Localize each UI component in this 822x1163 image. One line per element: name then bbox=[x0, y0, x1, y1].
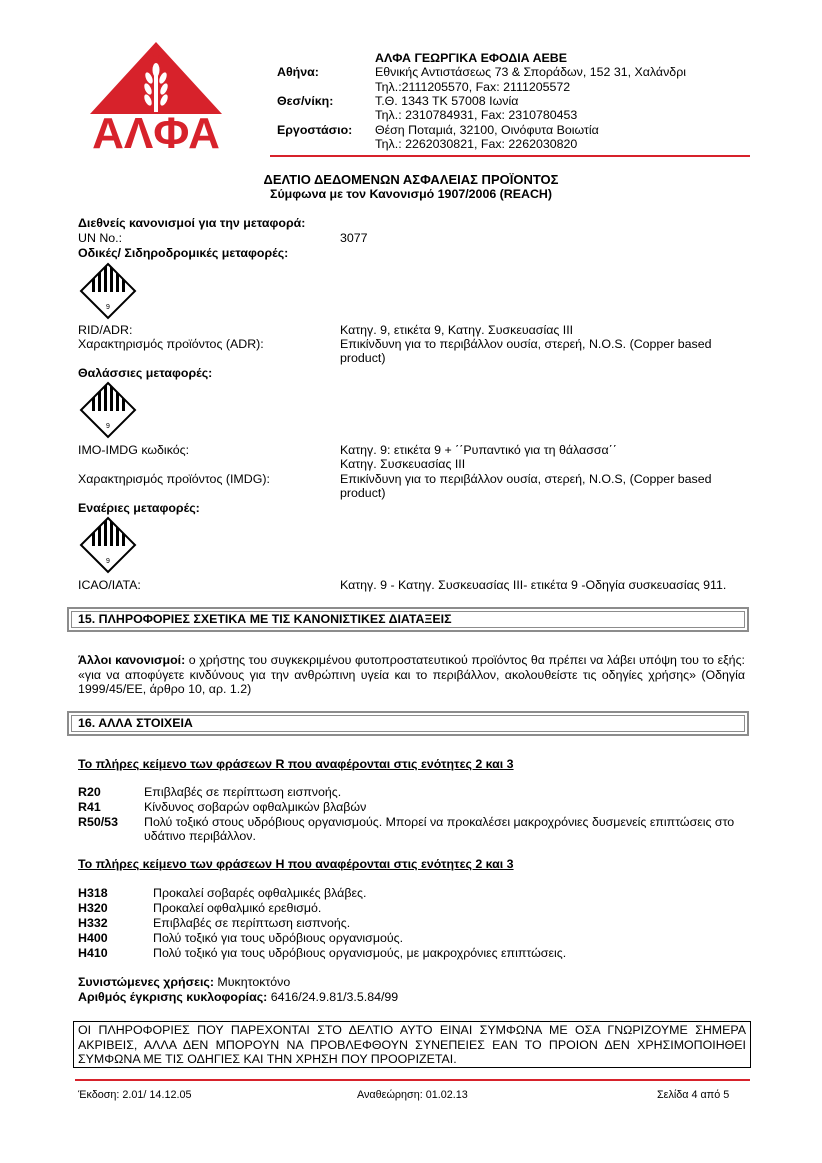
imdg-description-value-line-2: product) bbox=[340, 486, 386, 500]
approval-number bbox=[78, 990, 398, 1004]
rid-adr-label: RID/ADR: bbox=[78, 323, 133, 337]
branch-thessaloniki-line-2: Τηλ.: 2310784931, Fax: 2310780453 bbox=[375, 108, 578, 122]
class-9-hazard-diamond-icon bbox=[78, 261, 138, 321]
section-16-title: 16. ΑΛΛΑ ΣΤΟΙΧΕΙΑ bbox=[78, 716, 193, 730]
other-regulations-paragraph bbox=[78, 653, 745, 697]
r-phrase-code: R41 bbox=[78, 800, 101, 814]
document-title: ΔΕΛΤΙΟ ΔΕΔΟΜΕΝΩΝ ΑΣΦΑΛΕΙΑΣ ΠΡΟΪΟΝΤΟΣ bbox=[263, 172, 559, 187]
header-red-rule bbox=[270, 155, 750, 157]
hazard-label-number: 9 bbox=[106, 423, 110, 430]
r-phrase-text-continued: υδάτινο περιβάλλον. bbox=[144, 829, 256, 843]
h-phrase-text: Πολύ τοξικό για τους υδρόβιους οργανισμούς, με μακροχρόνιες επιπτώσεις. bbox=[153, 946, 567, 960]
h-phrase-code: H332 bbox=[78, 916, 108, 930]
h-phrase-text: Προκαλεί σοβαρές οφθαλμικές βλάβες. bbox=[153, 886, 367, 900]
recommended-uses bbox=[78, 975, 290, 989]
imdg-description-label: Χαρακτηρισμός προϊόντος (IMDG): bbox=[78, 472, 270, 486]
h-phrase-code: H318 bbox=[78, 886, 108, 900]
imo-imdg-value-line-1: Κατηγ. 9: ετικέτα 9 + ΄΄Ρυπαντικό για τη θάλασσα΄΄ bbox=[340, 443, 617, 457]
h-phrase-code: H320 bbox=[78, 901, 108, 915]
adr-description-value-line-2: product) bbox=[340, 351, 386, 365]
h-phrase-text: Προκαλεί οφθαλμικό ερεθισμό. bbox=[153, 901, 322, 915]
hazard-label-number: 9 bbox=[106, 558, 110, 565]
class-9-hazard-diamond-icon bbox=[78, 515, 138, 575]
sea-transport-heading: Θαλάσσιες μεταφορές: bbox=[78, 366, 213, 380]
logo-text: ΑΛΦΑ bbox=[92, 109, 220, 152]
rid-adr-value: Κατηγ. 9, ετικέτα 9, Κατηγ. Συσκευασίας III bbox=[340, 323, 574, 337]
company-logo bbox=[88, 40, 224, 152]
branch-athens-line-2: Τηλ.:2111205570, Fax: 2111205572 bbox=[375, 80, 571, 94]
company-name: ΑΛΦΑ ΓΕΩΡΓΙΚΑ ΕΦΟΔΙΑ ΑΕΒΕ bbox=[375, 51, 568, 65]
other-regulations-lead: Άλλοι κανονισμοί: bbox=[78, 653, 186, 667]
branch-label-athens: Αθήνα: bbox=[277, 65, 319, 79]
footer-revision: Αναθεώρηση: 01.02.13 bbox=[357, 1089, 468, 1101]
imo-imdg-value-line-2: Κατηγ. Συσκευασίας III bbox=[340, 457, 466, 471]
recommended-uses-label: Συνιστώμενες χρήσεις: bbox=[78, 975, 214, 989]
transport-heading: Διεθνείς κανονισμοί για την μεταφορά: bbox=[78, 216, 306, 230]
r-phrase-text: Πολύ τοξικό στους υδρόβιους οργανισμούς. Μπορεί να προκαλέσει μακροχρόνιες δυσμενείς επιπτώσεις στο bbox=[144, 815, 735, 829]
branch-thessaloniki-line-1: Τ.Θ. 1343 ΤΚ 57008 Ιωνία bbox=[375, 94, 519, 108]
road-transport-heading: Οδικές/ Σιδηροδρομικές μεταφορές: bbox=[78, 246, 289, 260]
branch-label-thessaloniki: Θεσ/νίκη: bbox=[277, 94, 334, 108]
r-phrase-text: Κίνδυνος σοβαρών οφθαλμικών βλαβών bbox=[144, 800, 367, 814]
imo-imdg-label: IMO-IMDG κωδικός: bbox=[78, 443, 190, 457]
r-phrase-text: Επιβλαβές σε περίπτωση εισπνοής. bbox=[144, 785, 342, 799]
disclaimer-box: ΟΙ ΠΛΗΡΟΦΟΡΙΕΣ ΠΟΥ ΠΑΡΕΧΟΝΤΑΙ ΣΤΟ ΔΕΛΤΙΟ ΑΥΤΟ ΕΙΝΑΙ ΣΥΜΦΩΝΑ ΜΕ ΟΣΑ ΓΝΩΡΙΖΟΥΜΕ ΣΗΜΕΡΑ ΑΚΡΙΒΕΙΣ, ΑΛΛΑ ΔΕΝ ΜΠΟΡΟΥΝ ΝΑ ΠΡΟΒΛΕΦΘΟΥΝ ΣΥΝΕΠΕΙΕΣ ΕΑΝ ΤΟ ΠΡΟΙΟΝ ΔΕΝ ΧΡΗΣΙΜΟΠΟΙΗΘΕΙ ΣΥΜΦΩΝΑ ΜΕ ΤΙΣ ΟΔΗΓΙΕΣ ΚΑΙ ΤΗΝ ΧΡΗΣΗ ΠΟΥ ΠΡΟΟΡΙΖΕΤΑΙ. bbox=[73, 1021, 751, 1068]
footer-page-number: Σελίδα 4 από 5 bbox=[657, 1089, 730, 1101]
hazard-label-number: 9 bbox=[106, 304, 110, 311]
branch-factory-line-1: Θέση Ποταμιά, 32100, Οινόφυτα Βοιωτία bbox=[375, 123, 599, 137]
section-15-header bbox=[67, 607, 749, 632]
adr-description-label: Χαρακτηρισμός προϊόντος (ADR): bbox=[78, 337, 264, 351]
h-phrase-code: H410 bbox=[78, 946, 108, 960]
section-16-header bbox=[67, 711, 749, 736]
h-phrase-code: H400 bbox=[78, 931, 108, 945]
document-subtitle: Σύμφωνα με τον Κανονισμό 1907/2006 (REACH) bbox=[270, 187, 552, 201]
r-phrase-code: R50/53 bbox=[78, 815, 118, 829]
imdg-description-value-line-1: Επικίνδυνη για το περιβάλλον ουσία, στερεή, N.O.S, (Copper based bbox=[340, 472, 712, 486]
h-phrase-text: Πολύ τοξικό για τους υδρόβιους οργανισμούς. bbox=[153, 931, 404, 945]
un-number-label: UN No.: bbox=[78, 231, 123, 245]
r-phrase-code: R20 bbox=[78, 785, 101, 799]
air-transport-heading: Εναέριες μεταφορές: bbox=[78, 501, 200, 515]
h-phrases-heading: Το πλήρες κείμενο των φράσεων Η που αναφέρονται στις ενότητες 2 και 3 bbox=[78, 857, 514, 871]
r-phrases-heading: Το πλήρες κείμενο των φράσεων R που αναφέρονται στις ενότητες 2 και 3 bbox=[78, 757, 514, 771]
class-9-hazard-diamond-icon bbox=[78, 380, 138, 440]
approval-number-label: Αριθμός έγκρισης κυκλοφορίας: bbox=[78, 990, 268, 1004]
branch-label-factory: Εργοστάσιο: bbox=[277, 123, 353, 137]
other-regulations-text: ο χρήστης του συγκεκριμένου φυτοπροστατευτικού προϊόντος θα πρέπει να λάβει υπόψη του το εξής: «για να αποφύγετε κινδύνους για την ανθρώπινη υγεία και το περιβάλλον, ακολουθείστε τις οδηγίες χρήσης» (Οδηγία 1999/45/ΕΕ, άρθρο 10, αρ. 1.2) bbox=[78, 653, 745, 696]
branch-factory-line-2: Τηλ.: 2262030821, Fax: 2262030820 bbox=[375, 137, 578, 151]
branch-athens-line-1: Εθνικής Αντιστάσεως 73 & Σποράδων, 152 31, Χαλάνδρι bbox=[375, 65, 686, 79]
footer-red-rule bbox=[75, 1079, 750, 1081]
h-phrase-text: Επιβλαβές σε περίπτωση εισπνοής. bbox=[153, 916, 351, 930]
icao-iata-label: ICAO/IATA: bbox=[78, 578, 141, 592]
section-15-title: 15. ΠΛΗΡΟΦΟΡΙΕΣ ΣΧΕΤΙΚΑ ΜΕ ΤΙΣ ΚΑΝΟΝΙΣΤΙΚΕΣ ΔΙΑΤΑΞΕΙΣ bbox=[78, 612, 452, 626]
footer-edition: Έκδοση: 2.01/ 14.12.05 bbox=[78, 1089, 192, 1101]
approval-number-value: 6416/24.9.81/3.5.84/99 bbox=[267, 990, 399, 1004]
un-number-value: 3077 bbox=[340, 231, 368, 245]
icao-iata-value: Κατηγ. 9 - Κατηγ. Συσκευασίας III- ετικέτα 9 -Οδηγία συσκευασίας 911. bbox=[340, 578, 727, 592]
adr-description-value-line-1: Επικίνδυνη για το περιβάλλον ουσία, στερεή, N.O.S. (Copper based bbox=[340, 337, 712, 351]
recommended-uses-value: Μυκητοκτόνο bbox=[213, 975, 291, 989]
